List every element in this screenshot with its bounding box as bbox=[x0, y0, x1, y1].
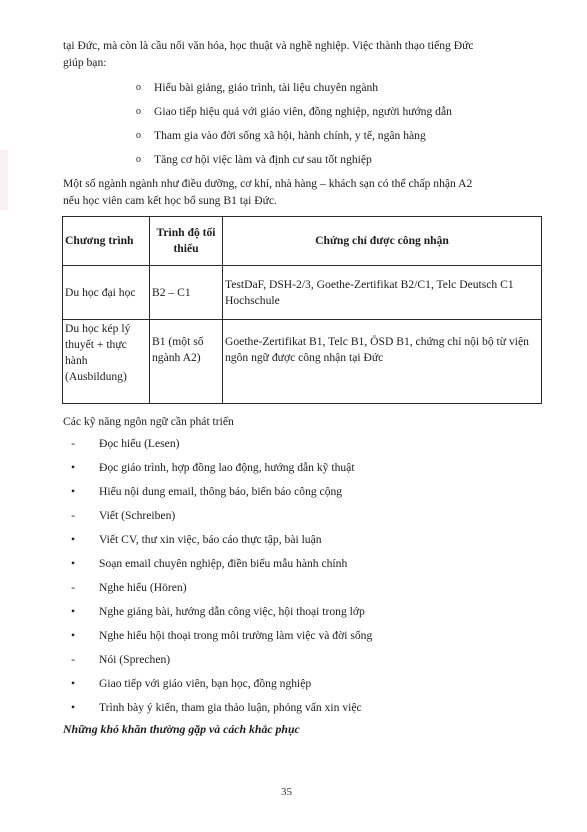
cell-certificates: TestDaF, DSH-2/3, Goethe-Zertifikat B2/C1, Telc Deutsch C1 Hochschule bbox=[223, 266, 542, 320]
dot-bullet-icon: • bbox=[70, 605, 76, 618]
page-number: 35 bbox=[281, 786, 292, 798]
cell-program: Du học đại học bbox=[63, 266, 150, 320]
document-page: tại Đức, mà còn là cầu nối văn hóa, học thuật và nghề nghiệp. Việc thành thạo tiếng Đức giúp bạn: o Hiểu bài giảng, giáo trình, tài liệu chuyên ngành o Giao tiếp hiệu quả với giáo viên, đồng nghiệp, người hướng dẫn o Tham gia vào đời sống xã hội, hành chính, y tế, ngân hàng o Tăng cơ hội việc làm và định cư sau tốt nghiệp Một số ngành ngành như điều dưỡng, cơ khí, nhà hàng – khách sạn có thể chấp nhận A2 nếu học viên cam kết học bổ sung B1 tại Đức. Chương trình Trình độ tối thiểu Chứng chỉ được công nhận Du học đại học B2 – C1 TestDaF, DSH-2/3, Goethe-Zertifikat B2/C1, Telc Deutsch C1 Hochschule Du học kép lý thuyết + thực hành (Ausbildung) B1 (một số ngành A2) Goethe-Zertifikat B1, Telc B1, ÖSD B1, chứng chỉ nội bộ từ viện ngôn ngữ được công nhận tại Đức Các kỹ năng ngôn ngữ cần phát triển - Đọc hiểu (Lesen) • Đọc giáo trình, hợp đồng lao động, hướng dẫn kỹ thuật • Hiểu nội dung email, thông báo, biển báo công cộng - Viết (Schreiben) • Viết CV, thư xin việc, báo cáo thực tập, bài luận • Soạn email chuyên nghiệp, điền biểu mẫu hành chính - Nghe hiểu (Hören) • Nghe giảng bài, hướng dẫn công việc, hội thoại trong lớp • Nghe hiểu hội thoại trong môi trường làm việc và đời sống - Nói (Sprechen) • Giao tiếp với giáo viên, bạn học, đồng nghiệp • Trình bày ý kiến, tham gia thảo luận, phỏng vấn xin việc Những khó khăn thường gặp và cách khắc phục 35 bbox=[0, 0, 587, 832]
dash-bullet-icon: - bbox=[71, 509, 75, 522]
section-heading: Những khó khăn thường gặp và cách khắc phục bbox=[63, 722, 300, 736]
note-line-1: Một số ngành ngành như điều dưỡng, cơ khí, nhà hàng – khách sạn có thể chấp nhận A2 bbox=[63, 177, 473, 190]
dash-bullet-icon: - bbox=[71, 581, 75, 594]
cell-level: B1 (một số ngành A2) bbox=[150, 320, 223, 404]
dash-bullet-icon: - bbox=[71, 437, 75, 450]
skills-intro: Các kỹ năng ngôn ngữ cần phát triển bbox=[63, 415, 234, 428]
table-row bbox=[63, 320, 542, 404]
header-min-level: Trình độ tối thiểu bbox=[150, 217, 223, 266]
circle-bullet-icon: o bbox=[136, 130, 141, 141]
cell-certificates: Goethe-Zertifikat B1, Telc B1, ÖSD B1, chứng chỉ nội bộ từ viện ngôn ngữ được công nhận tại Đức bbox=[223, 320, 542, 404]
intro-line-1: tại Đức, mà còn là cầu nối văn hóa, học thuật và nghề nghiệp. Việc thành thạo tiếng Đức bbox=[63, 39, 474, 52]
dot-bullet-icon: • bbox=[70, 461, 76, 474]
dash-bullet-icon: - bbox=[71, 653, 75, 666]
dot-bullet-icon: • bbox=[70, 557, 76, 570]
dot-bullet-icon: • bbox=[70, 677, 76, 690]
margin-stain bbox=[0, 150, 8, 210]
header-certificates: Chứng chỉ được công nhận bbox=[223, 217, 542, 266]
intro-line-2: giúp bạn: bbox=[63, 56, 107, 69]
circle-bullet-icon: o bbox=[136, 154, 141, 165]
circle-bullet-icon: o bbox=[136, 106, 141, 117]
table-row bbox=[63, 266, 542, 320]
cell-level: B2 – C1 bbox=[150, 266, 223, 320]
certificate-table bbox=[62, 216, 542, 404]
note-line-2: nếu học viên cam kết học bổ sung B1 tại Đức. bbox=[63, 194, 277, 207]
header-program: Chương trình bbox=[63, 217, 150, 266]
dot-bullet-icon: • bbox=[70, 629, 76, 642]
dot-bullet-icon: • bbox=[70, 701, 76, 714]
circle-bullet-icon: o bbox=[136, 82, 141, 93]
dot-bullet-icon: • bbox=[70, 485, 76, 498]
table-header-row bbox=[63, 217, 542, 266]
dot-bullet-icon: • bbox=[70, 533, 76, 546]
cell-program: Du học kép lý thuyết + thực hành (Ausbildung) bbox=[63, 320, 150, 404]
